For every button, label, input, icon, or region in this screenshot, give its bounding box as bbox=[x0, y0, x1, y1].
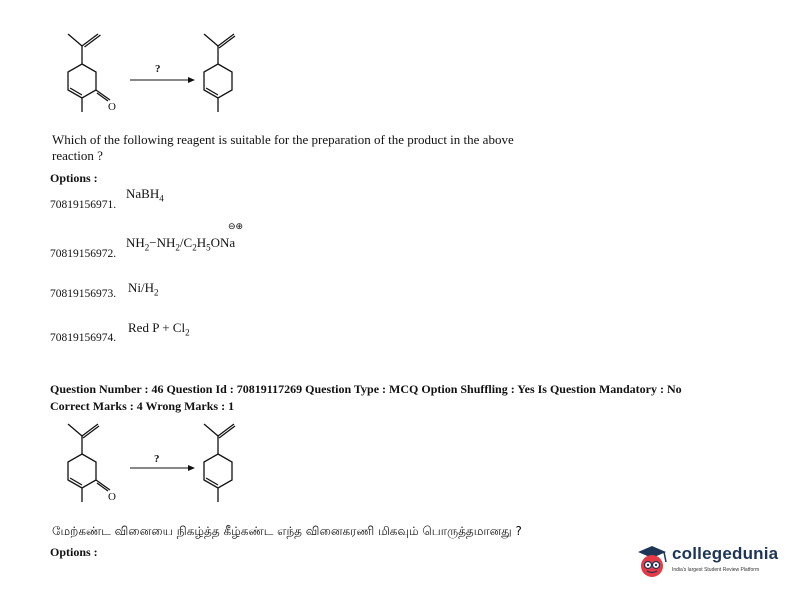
question-line-1: Which of the following reagent is suitable for the preparation of the product in the above bbox=[52, 132, 514, 147]
option-formula-text: $NH_2-NH_2/C_2H_5ONa$ bbox=[126, 235, 236, 253]
collegedunia-logo bbox=[632, 540, 779, 586]
product-molecule bbox=[204, 34, 235, 112]
mascot-icon bbox=[634, 542, 670, 582]
charge-marks: ⊖⊕ bbox=[228, 222, 244, 232]
reaction-scheme-q46 bbox=[50, 418, 250, 508]
question-text-q45 bbox=[52, 132, 612, 164]
options-label-q46: Options : bbox=[50, 545, 98, 559]
product-molecule-q46 bbox=[204, 424, 235, 502]
option-formula-2[interactable] bbox=[126, 235, 235, 253]
reaction-scheme-q45 bbox=[50, 28, 250, 118]
arrow-question-mark: ? bbox=[155, 63, 161, 75]
reactant-molecule bbox=[68, 34, 110, 112]
question-line-2: reaction ? bbox=[52, 148, 103, 163]
reactant-oxygen-label: O bbox=[108, 101, 116, 113]
options-label-q45: Options : bbox=[50, 171, 98, 185]
option-id-3: 70819156973. bbox=[50, 288, 117, 300]
question-text-q46: மேற்கண்ட வினையை நிகழ்த்த கீழ்கண்ட எந்த வினைகரணி மிகவும் பொருத்தமானது ? bbox=[52, 524, 522, 538]
logo-brand-text: collegedunia bbox=[672, 544, 779, 563]
option-formula-text: NaBH$_4$ bbox=[126, 186, 164, 204]
option-formula-4[interactable] bbox=[128, 320, 190, 338]
option-id-2: 70819156972. bbox=[50, 248, 117, 260]
arrow-question-mark-q46: ? bbox=[154, 453, 160, 465]
question-header-line-1: Question Number : 46 Question Id : 70819117269 Question Type : MCQ Option Shuffling : Yes Is Question Mandatory : No bbox=[50, 382, 682, 396]
logo-tagline: India's largest Student Review Platform bbox=[672, 567, 760, 573]
reactant-molecule-q46 bbox=[68, 424, 110, 502]
option-formula-1[interactable] bbox=[126, 186, 164, 204]
reactant-oxygen-label-q46: O bbox=[108, 491, 116, 503]
option-formula-3[interactable] bbox=[128, 280, 159, 298]
option-formula-text: $Ni/H_2$ bbox=[128, 280, 159, 298]
question-header-line-2: Correct Marks : 4 Wrong Marks : 1 bbox=[50, 399, 235, 413]
question-header-q46 bbox=[50, 381, 750, 415]
option-id-4: 70819156974. bbox=[50, 332, 117, 344]
option-formula-text: Red $P + Cl_2$ bbox=[128, 320, 190, 338]
option-id-1: 70819156971. bbox=[50, 199, 117, 211]
